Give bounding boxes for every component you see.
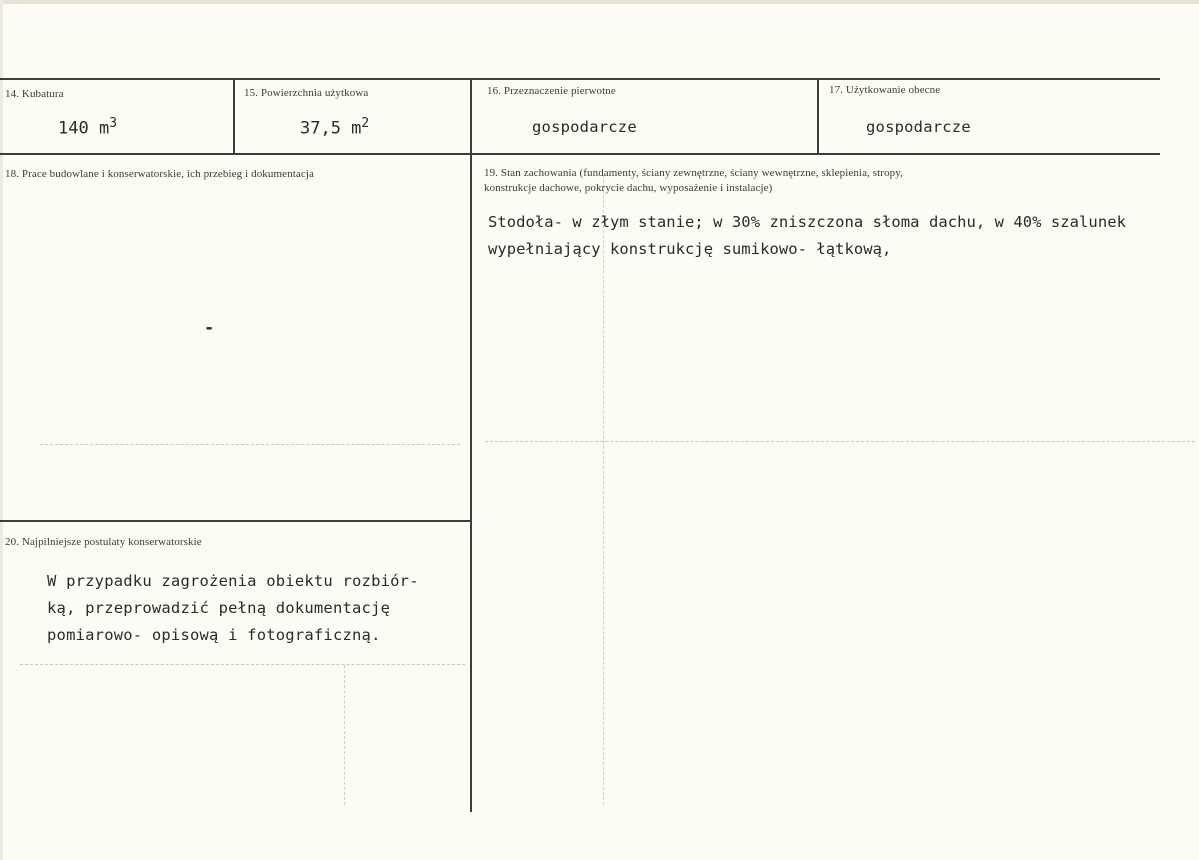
area-value: 37,5 m — [300, 118, 362, 139]
field-18-label: 18. Prace budowlane i konserwatorskie, ich przebieg i dokumentacja — [5, 168, 314, 180]
area-unit-exponent: 2 — [361, 116, 370, 131]
field-14-value — [58, 116, 117, 139]
ghost-rule — [344, 665, 345, 805]
field-19-label-line2: konstrukcje dachowe, pokrycie dachu, wyposażenie i instalacje) — [484, 182, 773, 194]
field-19-label-line1: 19. Stan zachowania (fundamenty, ściany zewnętrzne, ściany wewnętrzne, sklepienia, stropy, — [484, 167, 904, 179]
ghost-rule — [20, 664, 465, 665]
field-19-text-line2: wypełniający konstrukcję sumikowo- łątkową, — [488, 240, 892, 258]
field-19-text-line1: Stodoła- w złym stanie; w 30% zniszczona słoma dachu, w 40% szalunek — [488, 213, 1126, 231]
field-18-value: - — [204, 318, 215, 338]
col-divider-3 — [817, 78, 819, 155]
field-17-value: gospodarcze — [866, 118, 971, 136]
field-15-value — [300, 116, 369, 139]
ghost-rule — [485, 441, 1195, 442]
col-divider-1 — [233, 78, 235, 155]
field-16-label: 16. Przeznaczenie pierwotne — [487, 85, 616, 97]
field-20-text-line3: pomiarowo- opisową i fotograficzną. — [47, 626, 381, 644]
row-top-rule — [0, 78, 1160, 80]
field-17-label: 17. Użytkowanie obecne — [829, 84, 941, 96]
field-20-text-line2: ką, przeprowadzić pełną dokumentację — [47, 599, 391, 617]
field-16-value: gospodarcze — [532, 118, 637, 136]
field-20-label: 20. Najpilniejsze postulaty konserwatorskie — [5, 536, 202, 548]
col-divider-2 — [470, 78, 472, 812]
volume-unit-exponent: 3 — [109, 116, 118, 131]
row-mid-rule — [0, 153, 1160, 155]
card-top-edge — [0, 0, 1199, 4]
ghost-rule — [40, 444, 460, 445]
volume-value: 140 m — [58, 118, 110, 139]
field-15-label: 15. Powierzchnia użytkowa — [244, 87, 369, 99]
ghost-rule — [603, 175, 604, 805]
left-section-rule — [0, 520, 471, 522]
card-left-edge — [0, 0, 3, 860]
field-20-text-line1: W przypadku zagrożenia obiektu rozbiór- — [47, 572, 419, 590]
field-14-label: 14. Kubatura — [5, 88, 64, 100]
